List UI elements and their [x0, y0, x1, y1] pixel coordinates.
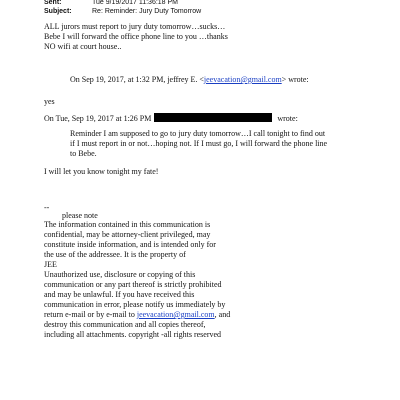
disclaimer-line: JEE — [44, 260, 57, 269]
reminder-line: Reminder I am supposed to go to jury duty tomorrow…I call tonight to find out — [70, 129, 326, 138]
disclaimer-line: including all attachments. copyright -all rights reserved — [44, 330, 222, 339]
yes-text: yes — [44, 97, 55, 106]
disclaimer-line: communication in error, please notify us immediately by — [44, 300, 226, 309]
disclaimer-line: destroy this communication and all copies thereof, — [44, 320, 206, 329]
sender-email-link[interactable]: jeevacation@gmail.com — [203, 75, 282, 84]
disclaimer-email-link[interactable]: jeevacation@gmail.com — [136, 310, 215, 319]
disclaimer-email-line — [44, 310, 230, 320]
disclaimer-line: the use of the addressee. It is the property of — [44, 250, 186, 259]
subject-value: Re: Reminder: Jury Duty Tomorrow — [92, 8, 202, 15]
quote-header-2-prefix: On Tue, Sep 19, 2017 at 1:26 PM — [44, 114, 152, 123]
disclaimer-line: constitute inside information, and is intended only for — [44, 240, 216, 249]
disclaimer-email-prefix: return e-mail or by e-mail to — [44, 310, 137, 319]
disclaimer-line: and may be unlawful. If you have received this — [44, 290, 195, 299]
reminder-line: to Bebe. — [70, 149, 97, 158]
disclaimer-line: confidential, may be attorney-client privileged, may — [44, 230, 211, 239]
disclaimer-line: Unauthorized use, disclosure or copying of this — [44, 270, 196, 279]
reply-line: Bebe I will forward the office phone line to you …thanks — [44, 32, 228, 41]
quote-header-2 — [44, 113, 298, 124]
signature-dashes: -- — [44, 203, 50, 212]
redaction-block — [154, 113, 272, 122]
subject-label: Subject: — [44, 8, 72, 15]
disclaimer-line: communication or any part thereof is strictly prohibited — [44, 280, 222, 289]
please-note: please note — [62, 211, 98, 220]
sent-label: Sent: — [44, 0, 62, 6]
sent-value: Tue 9/19/2017 11:36:18 PM — [92, 0, 179, 6]
quote-header-1-prefix: On Sep 19, 2017, at 1:32 PM, jeffrey E. < — [70, 75, 204, 84]
disclaimer-line: The information contained in this communication is — [44, 220, 211, 229]
quote-header-2-suffix: wrote: — [277, 114, 298, 123]
quote-header-1-suffix: > wrote: — [281, 75, 309, 84]
reply-line: ALL jurors must report to jury duty tomorrow…sucks… — [44, 22, 226, 31]
quote-header-1 — [70, 75, 309, 85]
disclaimer-email-suffix: , and — [214, 310, 231, 319]
reminder-line: if I must report in or not…hoping not. If I must go, I will forward the phone line — [70, 139, 328, 148]
reply-line: NO wifi at court house.. — [44, 42, 122, 51]
fate-text: I will let you know tonight my fate! — [44, 167, 159, 176]
